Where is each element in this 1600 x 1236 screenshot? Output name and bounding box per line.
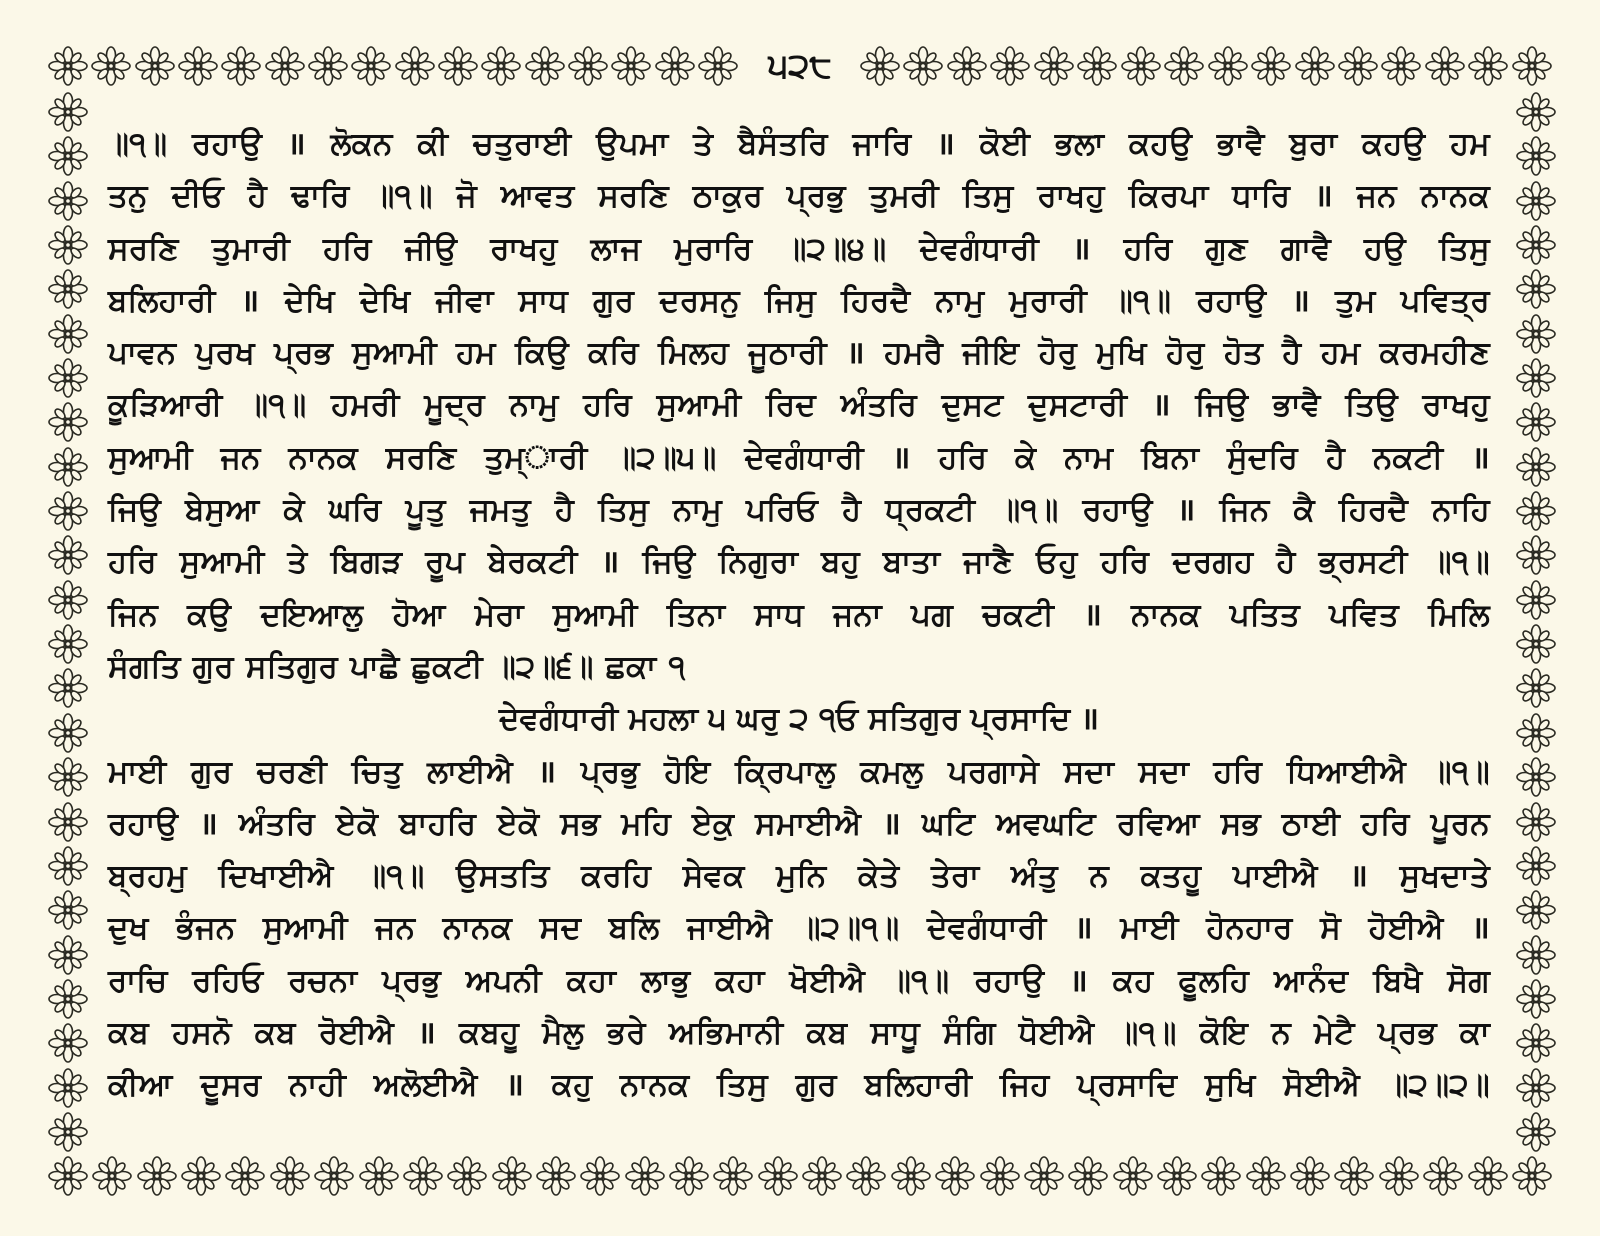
ornamental-border-bottom xyxy=(48,1150,1552,1202)
flower-ornament-icon xyxy=(1157,1156,1197,1196)
flower-ornament-icon xyxy=(48,1023,88,1063)
flower-ornament-icon xyxy=(1516,580,1556,620)
scripture-line: ਜਿਨ ਕਉ ਦਇਆਲੁ ਹੋਆ ਮੇਰਾ ਸੁਆਮੀ ਤਿਨਾ ਸਾਧ ਜਨਾ ਪਗ ਚਕਟੀ ॥ ਨਾਨਕ ਪਤਿਤ ਪਵਿਤ ਮਿਲਿ xyxy=(108,596,1490,633)
flower-ornament-icon xyxy=(1516,314,1556,354)
flower-ornament-icon xyxy=(48,314,88,354)
flower-ornament-icon xyxy=(1024,1156,1064,1196)
flower-ornament-icon xyxy=(1290,1156,1330,1196)
flower-ornament-icon xyxy=(48,846,88,886)
flower-ornament-icon xyxy=(1516,757,1556,797)
flower-ornament-icon xyxy=(1516,668,1556,708)
flower-ornament-icon xyxy=(48,136,88,176)
flower-ornament-icon xyxy=(48,935,88,975)
flower-ornament-icon xyxy=(1113,1156,1153,1196)
flower-ornament-icon xyxy=(137,1156,177,1196)
flower-ornament-icon xyxy=(935,1156,975,1196)
scripture-line: ਜਿਉ ਬੇਸੁਆ ਕੇ ਘਰਿ ਪੂਤੁ ਜਮਤੁ ਹੈ ਤਿਸੁ ਨਾਮੁ ਪਰਿਓ ਹੈ ਧ੍ਰਕਟੀ ॥੧॥ ਰਹਾਉ ॥ ਜਿਨ ਕੈ ਹਿਰਦੈ ਨਾਹਿ xyxy=(108,492,1490,529)
flower-ornament-icon xyxy=(580,1156,620,1196)
flower-ornament-icon xyxy=(1516,402,1556,442)
flower-ornament-icon xyxy=(1246,1156,1286,1196)
flower-ornament-icon xyxy=(1516,92,1556,132)
flower-ornament-icon xyxy=(758,1156,798,1196)
ornamental-border-right xyxy=(1510,92,1562,1152)
flower-ornament-icon xyxy=(860,46,900,86)
flower-ornament-icon xyxy=(1516,269,1556,309)
flower-ornament-icon xyxy=(698,46,738,86)
scripture-line: ਸੰਗਤਿ ਗੁਰ ਸਤਿਗੁਰ ਪਾਛੈ ਛੁਕਟੀ ॥੨॥੬॥ ਛਕਾ ੧ xyxy=(108,648,686,685)
scripture-line: ॥੧॥ ਰਹਾਉ ॥ ਲੋਕਨ ਕੀ ਚਤੁਰਾਈ ਉਪਮਾ ਤੇ ਬੈਸੰਤਰਿ ਜਾਰਿ ॥ ਕੋਈ ਭਲਾ ਕਹਉ ਭਾਵੈ ਬੁਰਾ ਕਹਉ ਹਮ xyxy=(108,126,1490,162)
flower-ornament-icon xyxy=(492,1156,532,1196)
flower-ornament-icon xyxy=(990,46,1030,86)
flower-ornament-icon xyxy=(225,1156,265,1196)
flower-ornament-icon xyxy=(48,358,88,398)
flower-ornament-icon xyxy=(625,1156,665,1196)
flower-ornament-icon xyxy=(1208,46,1248,86)
flower-ornament-icon xyxy=(1295,46,1335,86)
flower-ornament-icon xyxy=(1516,225,1556,265)
flower-ornament-icon xyxy=(403,1156,443,1196)
scripture-line: ਕਬ ਹਸਨੋ ਕਬ ਰੋਈਐ ॥ ਕਬਹੂ ਮੈਲੁ ਭਰੇ ਅਭਿਮਾਨੀ ਕਬ ਸਾਧੂ ਸੰਗਿ ਧੋਈਐ ॥੧॥ ਕੋਇ ਨ ਮੇਟੈ ਪ੍ਰਭ ਕਾ xyxy=(108,1015,1490,1052)
flower-ornament-icon xyxy=(395,46,435,86)
flower-ornament-icon xyxy=(1516,136,1556,176)
flower-ornament-icon xyxy=(447,1156,487,1196)
flower-ornament-icon xyxy=(359,1156,399,1196)
flower-ornament-icon xyxy=(48,225,88,265)
scripture-line: ਸਰਣਿ ਤੁਮਾਰੀ ਹਰਿ ਜੀਉ ਰਾਖਹੁ ਲਾਜ ਮੁਰਾਰਿ ॥੨॥੪॥ ਦੇਵਗੰਧਾਰੀ ॥ ਹਰਿ ਗੁਣ ਗਾਵੈ ਹਉ ਤਿਸੁ xyxy=(108,230,1490,267)
flower-ornament-icon xyxy=(48,890,88,930)
flower-ornament-icon xyxy=(655,46,695,86)
flower-ornament-icon xyxy=(1068,1156,1108,1196)
flower-ornament-icon xyxy=(481,46,521,86)
scripture-line: ਪਾਵਨ ਪੁਰਖ ਪ੍ਰਭ ਸੁਆਮੀ ਹਮ ਕਿਉ ਕਰਿ ਮਿਲਹ ਜੂਠਾਰੀ ॥ ਹਮਰੈ ਜੀਇ ਹੋਰੁ ਮੁਖਿ ਹੋਰੁ ਹੋਤ ਹੈ ਹਮ ਕਰਮਹੀਣ xyxy=(108,335,1490,372)
flower-ornament-icon xyxy=(1516,1068,1556,1108)
scripture-text-block xyxy=(108,118,1490,1138)
flower-ornament-icon xyxy=(891,1156,931,1196)
flower-ornament-icon xyxy=(48,1156,88,1196)
flower-ornament-icon xyxy=(1468,1156,1508,1196)
scripture-line: ਤਨੁ ਦੀਓ ਹੈ ਢਾਰਿ ॥੧॥ ਜੋ ਆਵਤ ਸਰਣਿ ਠਾਕੁਰ ਪ੍ਰਭੁ ਤੁਮਰੀ ਤਿਸੁ ਰਾਖਹੁ ਕਿਰਪਾ ਧਾਰਿ ॥ ਜਨ ਨਾਨਕ xyxy=(108,178,1490,215)
flower-ornament-icon xyxy=(1164,46,1204,86)
flower-ornament-icon xyxy=(802,1156,842,1196)
flower-ornament-icon xyxy=(1077,46,1117,86)
flower-ornament-icon xyxy=(48,46,88,86)
section-heading-line: ਦੇਵਗੰਧਾਰੀ ਮਹਲਾ ੫ ਘਰੁ ੨ ੧ਓ ਸਤਿਗੁਰ ਪ੍ਰਸਾਦਿ ॥ xyxy=(498,701,1100,738)
flower-ornament-icon xyxy=(1512,46,1552,86)
flower-ornament-icon xyxy=(270,1156,310,1196)
flower-ornament-icon xyxy=(48,757,88,797)
flower-ornament-icon xyxy=(48,269,88,309)
flower-ornament-icon xyxy=(48,802,88,842)
page-number: ੫੨੮ xyxy=(768,46,832,86)
flower-ornament-icon xyxy=(1379,1156,1419,1196)
scripture-line: ਮਾਈ ਗੁਰ ਚਰਣੀ ਚਿਤੁ ਲਾਈਐ ॥ ਪ੍ਰਭੁ ਹੋਇ ਕ੍ਰਿਪਾਲੁ ਕਮਲੁ ਪਰਗਾਸੇ ਸਦਾ ਸਦਾ ਹਰਿ ਧਿਆਈਐ ॥੧॥ xyxy=(108,753,1490,790)
flower-ornament-icon xyxy=(48,713,88,753)
scripture-line: ਬ੍ਰਹਮੁ ਦਿਖਾਈਐ ॥੧॥ ਉਸਤਤਿ ਕਰਹਿ ਸੇਵਕ ਮੁਨਿ ਕੇਤੇ ਤੇਰਾ ਅੰਤੁ ਨ ਕਤਹੂ ਪਾਈਐ ॥ ਸੁਖਦਾਤੇ xyxy=(108,858,1490,895)
ornamental-border-left xyxy=(42,92,94,1152)
flower-ornament-icon xyxy=(611,46,651,86)
flower-ornament-icon xyxy=(1516,890,1556,930)
flower-ornament-icon xyxy=(91,46,131,86)
flower-ornament-icon xyxy=(48,181,88,221)
flower-ornament-icon xyxy=(48,1112,88,1152)
flower-ornament-icon xyxy=(536,1156,576,1196)
scripture-line: ਕੂੜਿਆਰੀ ॥੧॥ ਹਮਰੀ ਮੂਦ੍ਰ ਨਾਮੁ ਹਰਿ ਸੁਆਮੀ ਰਿਦ ਅੰਤਰਿ ਦੁਸਟ ਦੁਸਟਾਰੀ ॥ ਜਿਉ ਭਾਵੈ ਤਿਉ ਰਾਖਹੁ xyxy=(108,387,1490,424)
flower-ornament-icon xyxy=(1338,46,1378,86)
scripture-line: ਹਰਿ ਸੁਆਮੀ ਤੇ ਬਿਗੜ ਰੂਪ ਬੇਰਕਟੀ ॥ ਜਿਉ ਨਿਗੁਰਾ ਬਹੁ ਬਾਤਾ ਜਾਣੈ ਓਹੁ ਹਰਿ ਦਰਗਹ ਹੈ ਭ੍ਰਸਟੀ ॥੧॥ xyxy=(108,544,1490,581)
ornamental-border-top-right xyxy=(860,40,1552,92)
scripture-line: ਸੁਆਮੀ ਜਨ ਨਾਨਕ ਸਰਣਿ ਤੁਮ੍ਾਰੀ ॥੨॥੫॥ ਦੇਵਗੰਧਾਰੀ ॥ ਹਰਿ ਕੇ ਨਾਮ ਬਿਨਾ ਸੁੰਦਰਿ ਹੈ ਨਕਟੀ ॥ xyxy=(108,439,1490,476)
flower-ornament-icon xyxy=(92,1156,132,1196)
flower-ornament-icon xyxy=(1121,46,1161,86)
flower-ornament-icon xyxy=(48,979,88,1019)
flower-ornament-icon xyxy=(48,1068,88,1108)
flower-ornament-icon xyxy=(669,1156,709,1196)
flower-ornament-icon xyxy=(48,402,88,442)
flower-ornament-icon xyxy=(1516,935,1556,975)
flower-ornament-icon xyxy=(221,46,261,86)
flower-ornament-icon xyxy=(1034,46,1074,86)
flower-ornament-icon xyxy=(48,535,88,575)
flower-ornament-icon xyxy=(1516,1112,1556,1152)
flower-ornament-icon xyxy=(1516,624,1556,664)
flower-ornament-icon xyxy=(48,447,88,487)
flower-ornament-icon xyxy=(1516,979,1556,1019)
flower-ornament-icon xyxy=(1251,46,1291,86)
flower-ornament-icon xyxy=(1425,46,1465,86)
flower-ornament-icon xyxy=(48,491,88,531)
scripture-line: ਰਾਚਿ ਰਹਿਓ ਰਚਨਾ ਪ੍ਰਭੁ ਅਪਨੀ ਕਹਾ ਲਾਭੁ ਕਹਾ ਖੋਈਐ ॥੧॥ ਰਹਾਉ ॥ ਕਹ ਫੂਲਹਿ ਆਨੰਦ ਬਿਖੈ ਸੋਗ xyxy=(108,962,1490,999)
scripture-line: ਕੀਆ ਦੂਸਰ ਨਾਹੀ ਅਲੋਈਐ ॥ ਕਹੁ ਨਾਨਕ ਤਿਸੁ ਗੁਰ ਬਲਿਹਾਰੀ ਜਿਹ ਪ੍ਰਸਾਦਿ ਸੁਖਿ ਸੋਈਐ ॥੨॥੨॥ xyxy=(108,1067,1490,1104)
flower-ornament-icon xyxy=(1512,1156,1552,1196)
flower-ornament-icon xyxy=(846,1156,886,1196)
flower-ornament-icon xyxy=(265,46,305,86)
flower-ornament-icon xyxy=(1516,713,1556,753)
flower-ornament-icon xyxy=(1516,358,1556,398)
flower-ornament-icon xyxy=(48,92,88,132)
flower-ornament-icon xyxy=(314,1156,354,1196)
flower-ornament-icon xyxy=(178,46,218,86)
flower-ornament-icon xyxy=(181,1156,221,1196)
flower-ornament-icon xyxy=(1516,447,1556,487)
flower-ornament-icon xyxy=(568,46,608,86)
flower-ornament-icon xyxy=(1516,181,1556,221)
scripture-line: ਦੁਖ ਭੰਜਨ ਸੁਆਮੀ ਜਨ ਨਾਨਕ ਸਦ ਬਲਿ ਜਾਈਐ ॥੨॥੧॥ ਦੇਵਗੰਧਾਰੀ ॥ ਮਾਈ ਹੋਨਹਾਰ ਸੋ ਹੋਈਐ ॥ xyxy=(108,910,1490,947)
flower-ornament-icon xyxy=(48,580,88,620)
flower-ornament-icon xyxy=(438,46,478,86)
flower-ornament-icon xyxy=(48,668,88,708)
flower-ornament-icon xyxy=(48,624,88,664)
flower-ornament-icon xyxy=(903,46,943,86)
flower-ornament-icon xyxy=(713,1156,753,1196)
flower-ornament-icon xyxy=(1516,491,1556,531)
flower-ornament-icon xyxy=(1334,1156,1374,1196)
flower-ornament-icon xyxy=(1516,1023,1556,1063)
flower-ornament-icon xyxy=(1468,46,1508,86)
flower-ornament-icon xyxy=(308,46,348,86)
scripture-line: ਬਲਿਹਾਰੀ ॥ ਦੇਖਿ ਦੇਖਿ ਜੀਵਾ ਸਾਧ ਗੁਰ ਦਰਸਨੁ ਜਿਸੁ ਹਿਰਦੈ ਨਾਮੁ ਮੁਰਾਰੀ ॥੧॥ ਰਹਾਉ ॥ ਤੁਮ ਪਵਿਤ੍ਰ xyxy=(108,282,1490,319)
flower-ornament-icon xyxy=(135,46,175,86)
flower-ornament-icon xyxy=(351,46,391,86)
ornamental-border-top-left xyxy=(48,40,738,92)
flower-ornament-icon xyxy=(947,46,987,86)
flower-ornament-icon xyxy=(525,46,565,86)
flower-ornament-icon xyxy=(980,1156,1020,1196)
flower-ornament-icon xyxy=(1423,1156,1463,1196)
flower-ornament-icon xyxy=(1516,802,1556,842)
flower-ornament-icon xyxy=(1516,846,1556,886)
flower-ornament-icon xyxy=(1381,46,1421,86)
flower-ornament-icon xyxy=(1516,535,1556,575)
flower-ornament-icon xyxy=(1201,1156,1241,1196)
scripture-line: ਰਹਾਉ ॥ ਅੰਤਰਿ ਏਕੋ ਬਾਹਰਿ ਏਕੋ ਸਭ ਮਹਿ ਏਕੁ ਸਮਾਈਐ ॥ ਘਟਿ ਅਵਘਟਿ ਰਵਿਆ ਸਭ ਠਾਈ ਹਰਿ ਪੂਰਨ xyxy=(108,805,1490,842)
